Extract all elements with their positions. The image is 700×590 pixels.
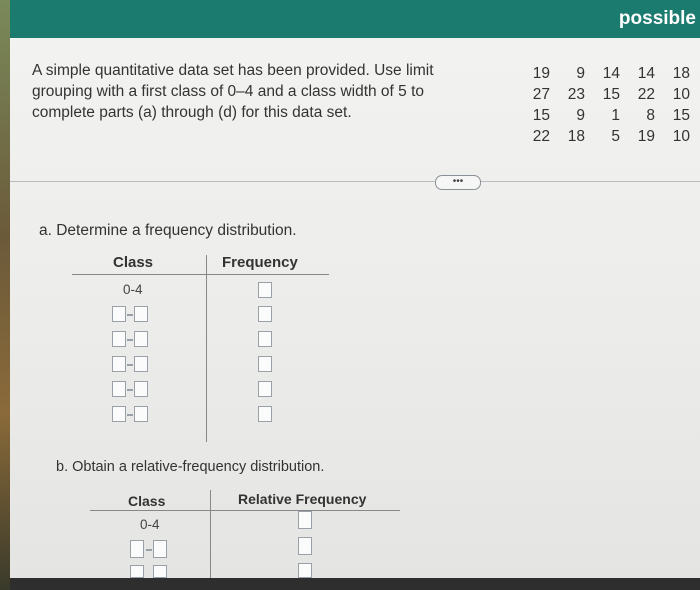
part-b-class-header: Class <box>128 493 166 509</box>
data-row <box>515 84 690 105</box>
header-title: possible <box>618 8 696 29</box>
class-upper-limit-input[interactable] <box>134 406 148 422</box>
data-value: 15 <box>672 106 690 124</box>
range-dash <box>127 389 133 391</box>
data-value: 1 <box>611 106 620 124</box>
data-row <box>515 63 690 84</box>
range-dash <box>127 364 133 366</box>
data-value: 5 <box>611 127 620 145</box>
expand-more-button[interactable]: ••• <box>435 175 481 190</box>
class-upper-limit-input[interactable] <box>134 331 148 347</box>
class-upper-limit-input[interactable] <box>134 306 148 322</box>
part-b-prompt: b. Obtain a relative-frequency distribution. <box>56 459 325 475</box>
data-value: 15 <box>532 106 550 124</box>
data-value: 19 <box>532 64 550 82</box>
range-dash <box>146 549 152 551</box>
screen-bottom-edge <box>10 578 700 590</box>
section-divider <box>10 181 700 182</box>
frequency-input[interactable] <box>258 306 272 322</box>
data-value: 18 <box>672 64 690 82</box>
data-value: 14 <box>602 64 620 82</box>
class-lower-limit-input[interactable] <box>112 381 126 397</box>
part-a-frequency-header: Frequency <box>222 254 298 271</box>
part-a-class-header: Class <box>113 254 154 271</box>
range-dash <box>127 414 133 416</box>
data-value: 27 <box>532 85 550 103</box>
class-upper-limit-input[interactable] <box>134 356 148 372</box>
question-screen <box>10 0 700 590</box>
class-lower-limit-input[interactable] <box>112 331 126 347</box>
part-a-first-class: 0-4 <box>123 282 143 297</box>
part-a-header-rule <box>72 274 329 275</box>
data-row <box>515 105 690 126</box>
range-dash <box>127 314 133 316</box>
part-b-column-divider <box>210 490 211 590</box>
data-value: 9 <box>576 106 585 124</box>
data-value: 10 <box>672 127 690 145</box>
frequency-input[interactable] <box>258 331 272 347</box>
relative-frequency-input[interactable] <box>298 563 312 578</box>
data-value: 15 <box>602 85 620 103</box>
range-dash <box>127 339 133 341</box>
frequency-input[interactable] <box>258 282 272 298</box>
class-lower-limit-input[interactable] <box>112 356 126 372</box>
frequency-input[interactable] <box>258 356 272 372</box>
class-upper-limit-input[interactable] <box>153 540 167 558</box>
part-a-prompt: a. Determine a frequency distribution. <box>39 222 297 239</box>
class-upper-limit-input[interactable] <box>153 565 167 578</box>
part-b-relative-frequency-header: Relative Frequency <box>238 491 367 507</box>
part-b-first-class: 0-4 <box>140 517 160 532</box>
data-row <box>515 126 690 147</box>
class-lower-limit-input[interactable] <box>130 565 144 578</box>
top-bar <box>10 0 700 38</box>
frequency-input[interactable] <box>258 381 272 397</box>
relative-frequency-input[interactable] <box>298 537 312 555</box>
data-value: 22 <box>532 127 550 145</box>
relative-frequency-input[interactable] <box>298 511 312 529</box>
part-b-header-rule <box>90 510 400 511</box>
data-value: 19 <box>637 127 655 145</box>
class-upper-limit-input[interactable] <box>134 381 148 397</box>
data-value: 9 <box>576 64 585 82</box>
problem-statement: A simple quantitative data set has been provided. Use limit grouping with a first class of 0–4 and a class width of 5 to complete parts (a) through (d) for this data set. <box>32 62 434 121</box>
data-value: 10 <box>672 85 690 103</box>
data-value: 18 <box>567 127 585 145</box>
data-value: 23 <box>567 85 585 103</box>
data-set-table <box>515 63 690 147</box>
data-value: 14 <box>637 64 655 82</box>
class-lower-limit-input[interactable] <box>112 406 126 422</box>
class-lower-limit-input[interactable] <box>112 306 126 322</box>
data-value: 8 <box>646 106 655 124</box>
data-value: 22 <box>637 85 655 103</box>
part-a-column-divider <box>206 255 207 442</box>
frequency-input[interactable] <box>258 406 272 422</box>
class-lower-limit-input[interactable] <box>130 540 144 558</box>
